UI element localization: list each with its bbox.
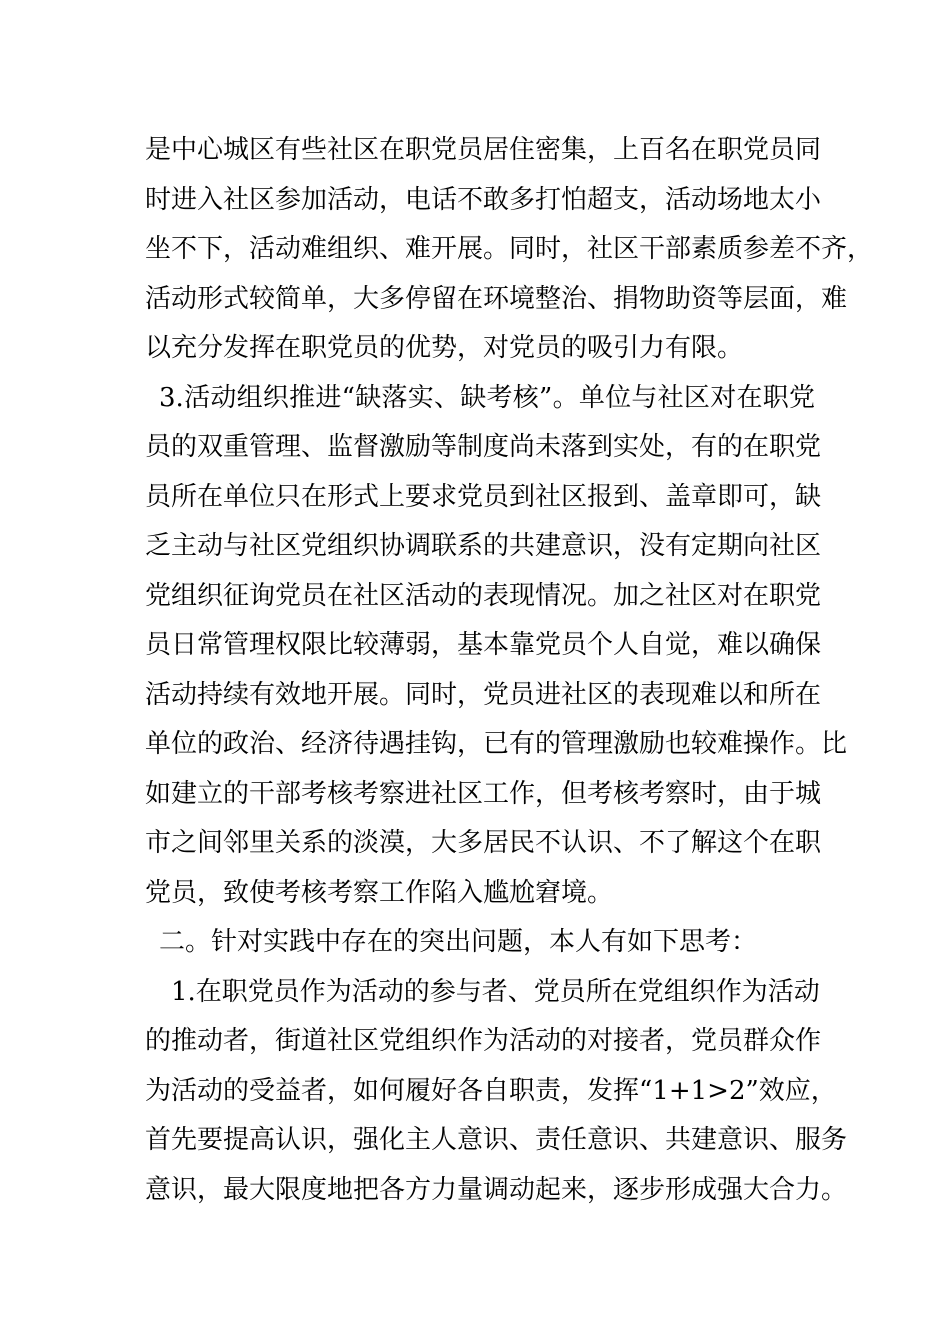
text-line: 时进入社区参加活动，电话不敢多打怕超支，活动场地太小 [145, 184, 822, 215]
text-line: 单位的政治、经济待遇挂钩，已有的管理激励也较难操作。比 [145, 729, 848, 759]
text-line: 乏主动与社区党组织协调联系的共建意识，没有定期向社区 [145, 531, 822, 561]
text-line: 员日常管理权限比较薄弱，基本靠党员个人自觉，难以确保 [145, 630, 822, 660]
text-line: 党员，致使考核考察工作陷入尴尬窘境。 [145, 877, 614, 908]
text-line: 以充分发挥在职党员的优势，对党员的吸引力有限。 [145, 333, 744, 363]
text-line: 员所在单位只在形式上要求党员到社区报到、盖章即可，缺 [145, 481, 822, 512]
text-line: 首先要提高认识，强化主人意识、责任意识、共建意识、服务 [145, 1125, 848, 1155]
text-line: 活动形式较简单，大多停留在环境整治、捐物助资等层面，难 [145, 283, 848, 314]
paragraph-2 [145, 374, 848, 919]
text-line: 党组织征询党员在社区活动的表现情况。加之社区对在职党 [145, 580, 822, 611]
section-heading: 二。针对实践中存在的突出问题，本人有如下思考： [159, 927, 758, 957]
text-line: 是中心城区有些社区在职党员居住密集，上百名在职党员同 [145, 135, 822, 165]
text-line: 3.活动组织推进“缺落实、缺考核”。单位与社区对在职党 [159, 382, 815, 413]
text-line: 的推动者，街道社区党组织作为活动的对接者，党员群众作 [145, 1026, 822, 1056]
text-line: 如建立的干部考核考察进社区工作，但考核考察时，由于城 [145, 778, 822, 809]
paragraph-1 [145, 126, 874, 374]
paragraph-4 [145, 968, 848, 1216]
document-body [145, 126, 874, 1215]
text-line: 市之间邻里关系的淡漠，大多居民不认识、不了解这个在职 [145, 828, 822, 858]
text-line: 员的双重管理、监督激励等制度尚未落到实处，有的在职党 [145, 432, 822, 462]
text-line: 意识，最大限度地把各方力量调动起来，逐步形成强大合力。 [145, 1174, 848, 1205]
text-line: 为活动的受益者，如何履好各自职责，发挥“1+1>2”效应， [145, 1075, 837, 1106]
paragraph-3 [145, 918, 815, 968]
text-line: 活动持续有效地开展。同时，党员进社区的表现难以和所在 [145, 679, 822, 710]
text-line: 1.在职党员作为活动的参与者、党员所在党组织作为活动 [171, 976, 820, 1007]
text-line: 坐不下，活动难组织、难开展。同时，社区干部素质参差不齐， [145, 234, 874, 264]
